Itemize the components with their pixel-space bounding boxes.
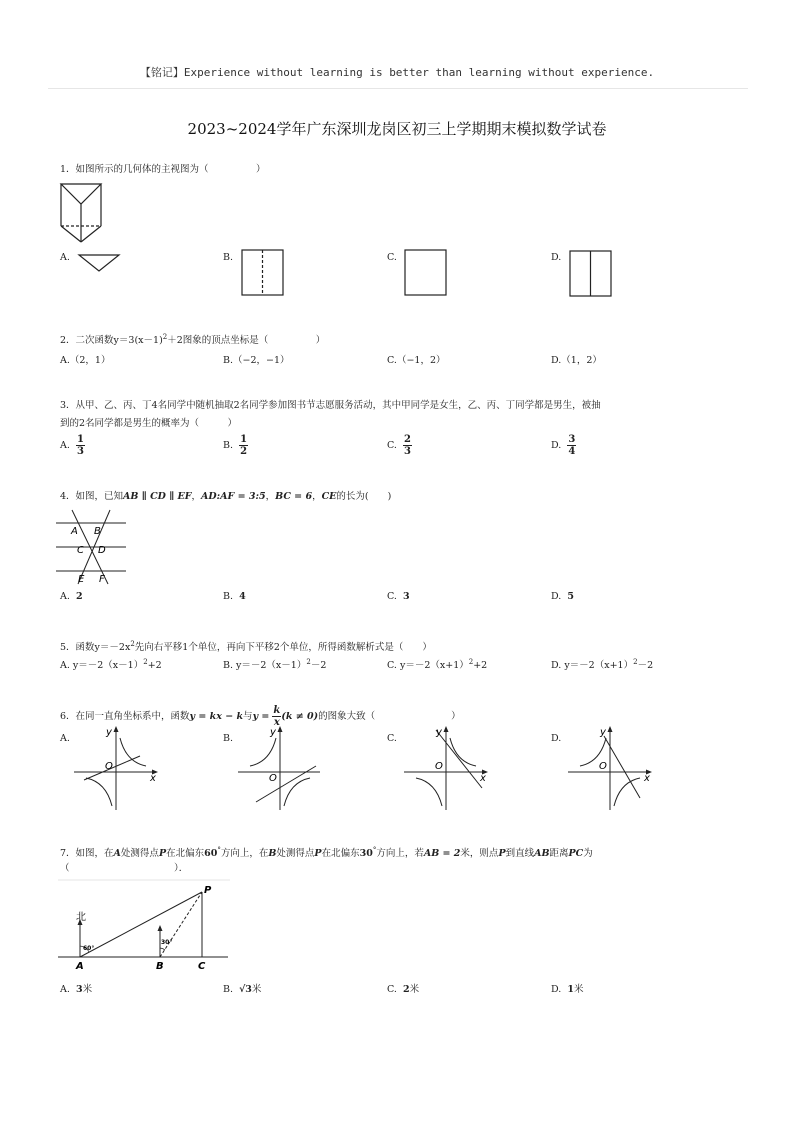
q1-option-c-figure (403, 248, 449, 298)
q1-option-a-figure (76, 252, 122, 274)
q2-option-b[interactable]: B.（−2，−1） (223, 355, 290, 366)
q6-option-a-graph (70, 722, 162, 814)
q4-parallel-lines-figure (56, 508, 128, 586)
q6-option-b-graph (234, 722, 326, 814)
q1-option-c[interactable]: C. (387, 252, 397, 263)
q7-option-a[interactable]: A. 3米 (60, 984, 93, 995)
q1-stem: 1．如图所示的几何体的主视图为（ ） (60, 164, 266, 175)
q7-north-label: 北 (76, 912, 86, 923)
q3-option-c[interactable]: C. $\frac{2}{3}$ (387, 434, 411, 457)
q7-stem-line1: 7．如图，在A处测得点P在北偏东60°方向上，在B处测得点P在北偏东30°方向上，若AB = 2米，则点P到直线AB距离PC为 (60, 846, 593, 860)
q4-label-e: E (78, 574, 85, 585)
q1-prism-figure (56, 180, 116, 246)
q4-label-a: A (71, 526, 78, 537)
svg-text:x: x (150, 773, 156, 784)
q1-option-d[interactable]: D. (551, 252, 562, 263)
svg-text:O: O (105, 761, 113, 772)
q1-option-a[interactable]: A. (60, 252, 70, 263)
q7-stem-line2: （ ）． (60, 863, 189, 874)
q6-option-d-graph (564, 722, 656, 814)
q4-option-a[interactable]: A. 2 (60, 591, 83, 602)
svg-text:30°: 30° (161, 939, 173, 946)
q5-option-b[interactable]: B. $y=-2(x-1)^2-2$ (223, 657, 327, 671)
q3-option-d[interactable]: D. $\frac{3}{4}$ (551, 434, 576, 457)
q5-option-c[interactable]: C. $y=-2(x+1)^2+2$ (387, 657, 488, 671)
q7-option-c[interactable]: C. 2米 (387, 984, 420, 995)
q2-option-c[interactable]: C.（−1，2） (387, 355, 446, 366)
q4-label-c: C (77, 545, 84, 556)
svg-text:x: x (480, 773, 486, 784)
q4-label-b: B (94, 526, 101, 537)
q1-option-d-figure (568, 249, 614, 299)
header-divider (48, 88, 748, 89)
q4-label-d: D (98, 545, 106, 556)
svg-text:A: A (76, 961, 84, 972)
q5-option-d[interactable]: D. $y=-2(x+1)^2-2$ (551, 657, 654, 671)
q6-stem: 6．在同一直角坐标系中，函数y = kx − k与y = $\frac{k}{x}$ (k ≠ 0)的图象大致（ ） (60, 705, 461, 728)
svg-text:y: y (270, 727, 276, 738)
svg-text:x: x (644, 773, 650, 784)
q2-option-a[interactable]: A.（2，1） (60, 355, 111, 366)
q3-stem-line2: 到的2名同学都是男生的概率为（ ） (60, 418, 238, 429)
q2-stem: 2．二次函数$y=3(x-1)^2+2$图象的顶点坐标是（ ） (60, 333, 326, 347)
svg-text:B: B (156, 961, 164, 972)
q3-option-a[interactable]: A. $\frac{1}{3}$ (60, 434, 84, 457)
q4-option-d[interactable]: D. 5 (551, 591, 574, 602)
q1-option-b[interactable]: B. (223, 252, 234, 263)
q1-option-b-figure (240, 248, 286, 298)
svg-text:y: y (106, 727, 112, 738)
svg-text:y: y (436, 727, 442, 738)
q3-option-b[interactable]: B. $\frac{1}{2}$ (223, 434, 248, 457)
q4-option-c[interactable]: C. 3 (387, 591, 410, 602)
q6-option-c[interactable]: C. (387, 733, 397, 744)
q7-option-d[interactable]: D. 1米 (551, 984, 584, 995)
q4-stem: 4．如图，已知AB ∥ CD ∥ EF，AD:AF = 3:5，BC = 6，CE的长为( ) (60, 491, 392, 502)
q2-option-d[interactable]: D.（1，2） (551, 355, 602, 366)
svg-text:O: O (435, 761, 443, 772)
q6-option-a[interactable]: A. (60, 733, 70, 744)
q6-option-b[interactable]: B. (223, 733, 234, 744)
svg-text:O: O (269, 773, 277, 784)
svg-text:C: C (198, 961, 206, 972)
motto: 【铭记】Experience without learning is better than learning without experience. (139, 66, 655, 79)
q4-option-b[interactable]: B. 4 (223, 591, 246, 602)
svg-text:y: y (600, 727, 606, 738)
q7-option-b[interactable]: B. √3米 (223, 984, 262, 995)
q5-option-a[interactable]: A. $y=-2(x-1)^2+2$ (60, 657, 162, 671)
q6-option-d[interactable]: D. (551, 733, 562, 744)
q3-stem-line1: 3．从甲、乙、丙、丁4名同学中随机抽取2名同学参加图书节志愿服务活动，其中甲同学是女生，乙、丙、丁同学都是男生，被抽 (60, 400, 601, 411)
page-title: 2023~2024学年广东深圳龙岗区初三上学期期末模拟数学试卷 (187, 120, 607, 138)
svg-text:60°: 60° (83, 945, 95, 952)
q5-stem: 5．函数$y=-2x^2$先向右平移1个单位，再向下平移2个单位，所得函数解析式是（ ） (60, 640, 432, 654)
svg-text:P: P (204, 885, 212, 896)
q4-label-f: F (99, 574, 105, 585)
q6-option-c-graph (400, 722, 492, 814)
svg-text:O: O (599, 761, 607, 772)
q7-bearing-figure (56, 878, 232, 974)
